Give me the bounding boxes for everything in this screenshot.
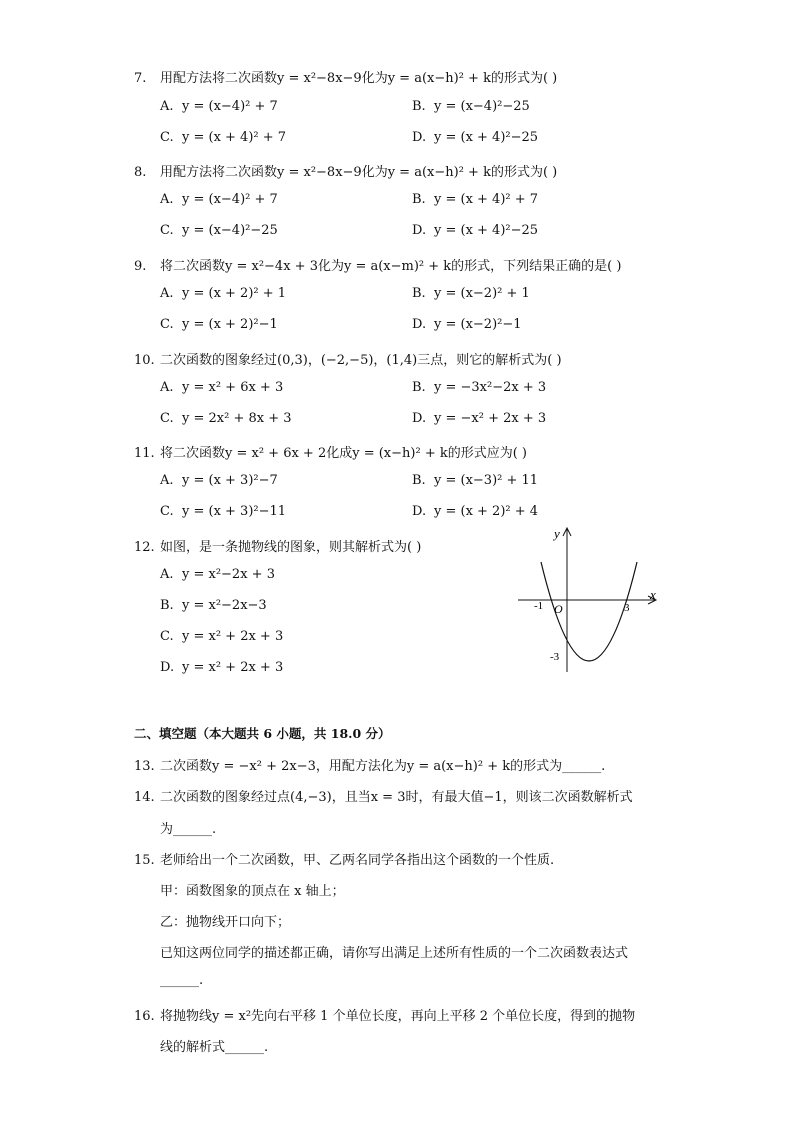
question-stem: 二次函数y = −x² + 2x−3，用配方法化为y = a(x−h)² + k的形式为______. [160,759,606,774]
question-10 [134,349,674,368]
q9-option-d [412,317,522,332]
q12-option-a [160,567,275,582]
q11-option-d [412,504,538,519]
x-intercept-3-label: 3 [624,602,630,614]
option-label: D. [412,504,427,519]
q10-option-c [160,411,292,426]
option-text: y = (x + 4)²−25 [434,223,539,238]
parabola-figure [510,522,660,672]
q7-option-c [160,130,286,145]
question-7 [134,67,674,86]
option-label: A. [160,286,174,301]
option-label: B. [412,286,426,301]
question-stem: 将二次函数y = x²−4x + 3化为y = a(x−m)² + k的形式，下列结果正确的是( ) [160,259,622,274]
option-label: A. [160,473,174,488]
q10-option-a [160,380,283,395]
option-text: y = x²−2x−3 [182,598,267,613]
question-number: 7. [134,71,147,86]
option-label: A. [160,380,174,395]
q10-option-d [412,411,546,426]
option-label: D. [412,130,427,145]
question-number: 14. [134,790,155,805]
q8-option-c [160,223,278,238]
option-text: y = x² + 2x + 3 [182,629,284,644]
option-text: y = x² + 2x + 3 [182,660,284,675]
q8-option-b [412,192,538,207]
q7-option-d [412,130,538,145]
option-label: B. [412,473,426,488]
q11-option-c [160,504,286,519]
question-stem: 老师给出一个二次函数，甲、乙两名同学各指出这个函数的一个性质. [160,853,555,868]
y-axis-label: y [554,526,560,541]
option-label: A. [160,567,174,582]
option-label: C. [160,130,174,145]
option-text: y = (x−4)²−25 [434,99,530,114]
question-number: 12. [134,540,155,555]
question-15-line-4: 已知这两位同学的描述都正确，请你写出满足上述所有性质的一个二次函数表达式 [160,946,629,961]
question-stem: 用配方法将二次函数y = x²−8x−9化为y = a(x−h)² + k的形式为( ) [160,165,558,180]
question-number: 8. [134,165,147,180]
option-text: y = x² + 6x + 3 [182,380,284,395]
question-15-line-3: 乙：抛物线开口向下； [160,915,291,930]
option-label: C. [160,411,174,426]
question-stem: 二次函数的图象经过(0,3)，(−2,−5)，(1,4)三点，则它的解析式为( ) [160,353,562,368]
option-text: y = (x−2)² + 1 [434,286,530,301]
option-text: y = (x + 3)²−11 [182,504,287,519]
q9-option-b [412,286,530,301]
origin-label: O [554,602,563,616]
question-stem: 将抛物线y = x²先向右平移 1 个单位长度，再向上平移 2 个单位长度，得到的抛物 [160,1009,636,1024]
option-label: A. [160,99,174,114]
question-16-continued: 线的解析式______. [160,1040,269,1055]
question-stem: 将二次函数y = x² + 6x + 2化成y = (x−h)² + k的形式应为( ) [160,446,527,461]
question-number: 9. [134,259,147,274]
question-8 [134,161,674,180]
option-text: y = x²−2x + 3 [182,567,275,582]
question-16 [134,1005,674,1024]
option-label: A. [160,192,174,207]
option-text: y = (x−2)²−1 [434,317,522,332]
option-text: y = (x + 2)²−1 [182,317,278,332]
section-heading: 二、填空题（本大题共 6 小题，共 18.0 分） [134,726,391,741]
q9-option-a [160,286,286,301]
option-label: B. [160,598,174,613]
option-text: y = (x + 3)²−7 [182,473,278,488]
question-15-line-2: 甲：函数图象的顶点在 x 轴上； [160,884,345,899]
option-label: C. [160,629,174,644]
q12-option-c [160,629,283,644]
option-text: y = (x−3)² + 11 [434,473,539,488]
option-label: B. [412,192,426,207]
option-label: D. [160,660,175,675]
question-stem: 如图，是一条抛物线的图象，则其解析式为( ) [160,540,422,555]
option-text: y = (x−4)²−25 [182,223,278,238]
question-number: 16. [134,1009,155,1024]
q10-option-b [412,380,546,395]
question-9 [134,255,674,274]
question-15-line-5: ______. [160,973,204,988]
question-14-continued: 为______. [160,822,217,837]
x-intercept-neg1-label: -1 [534,600,544,612]
q7-option-a [160,99,278,114]
question-number: 10. [134,353,155,368]
q11-option-b [412,473,538,488]
option-text: y = −3x²−2x + 3 [434,380,547,395]
option-text: y = (x + 4)² + 7 [434,192,539,207]
question-15 [134,849,674,868]
q8-option-a [160,192,278,207]
question-number: 11. [134,446,155,461]
y-intercept-label: -3 [550,651,560,663]
option-label: C. [160,223,174,238]
q12-option-d [160,660,283,675]
option-text: y = 2x² + 8x + 3 [182,411,292,426]
option-label: C. [160,504,174,519]
option-label: D. [412,223,427,238]
question-stem: 二次函数的图象经过点(4,−3)，且当x = 3时，有最大值−1，则该二次函数解析式 [160,790,633,805]
option-label: B. [412,380,426,395]
option-text: y = (x−4)² + 7 [182,192,278,207]
question-14 [134,786,674,805]
q9-option-c [160,317,278,332]
option-label: D. [412,411,427,426]
q8-option-d [412,223,538,238]
question-number: 15. [134,853,155,868]
q12-option-b [160,598,267,613]
question-number: 13. [134,759,155,774]
option-text: y = (x + 2)² + 1 [182,286,287,301]
option-label: C. [160,317,174,332]
x-axis-label: x [650,587,656,602]
q11-option-a [160,473,278,488]
q7-option-b [412,99,530,114]
option-label: D. [412,317,427,332]
option-text: y = −x² + 2x + 3 [434,411,547,426]
question-11 [134,442,674,461]
option-label: B. [412,99,426,114]
option-text: y = (x + 4)² + 7 [182,130,287,145]
option-text: y = (x + 4)²−25 [434,130,539,145]
option-text: y = (x−4)² + 7 [182,99,278,114]
option-text: y = (x + 2)² + 4 [434,504,539,519]
question-stem: 用配方法将二次函数y = x²−8x−9化为y = a(x−h)² + k的形式为( ) [160,71,558,86]
question-13 [134,755,674,774]
